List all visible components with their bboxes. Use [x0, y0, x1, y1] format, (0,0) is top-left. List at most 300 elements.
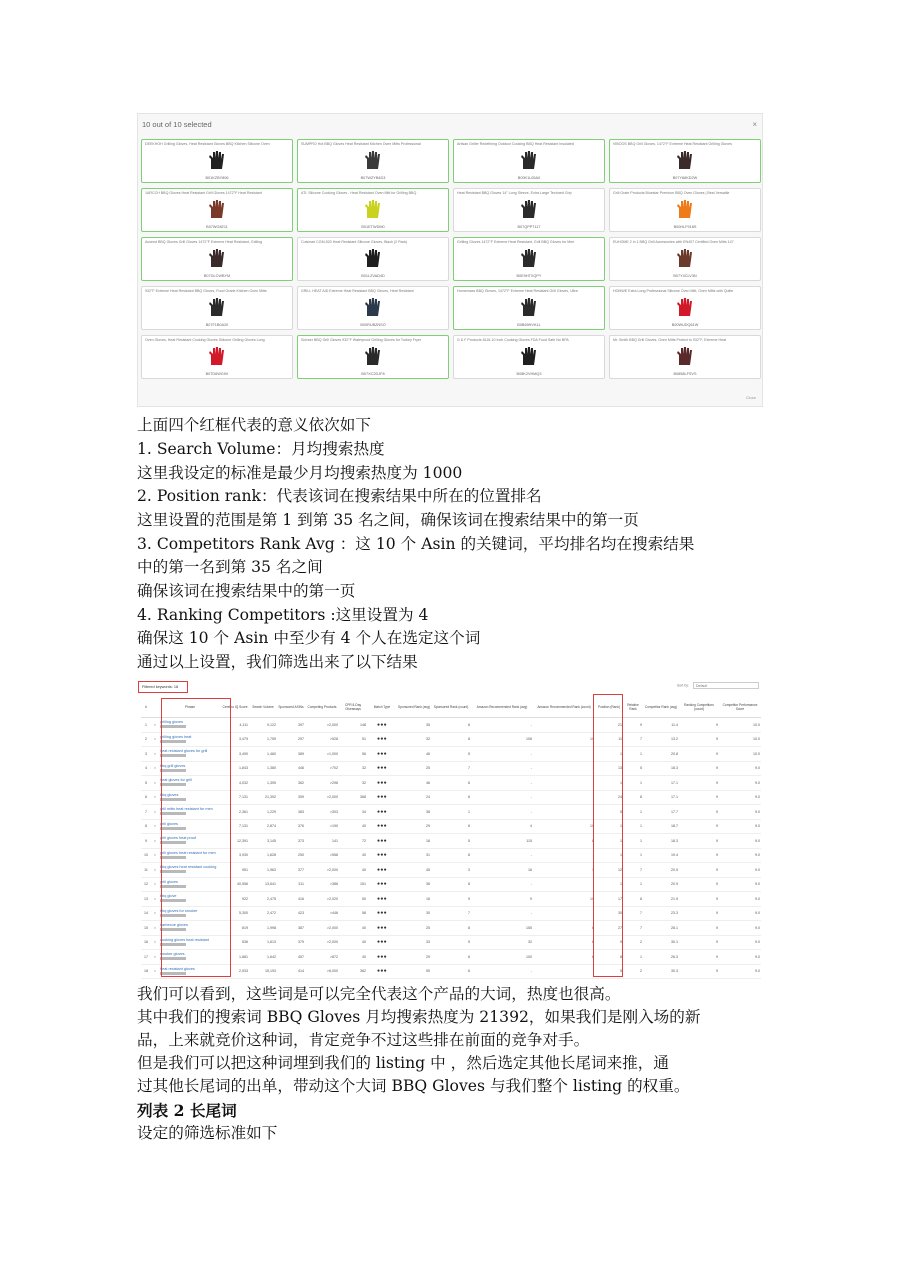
match-type-icon: ●●● — [377, 750, 387, 757]
keyword-table — [141, 697, 761, 979]
cell-cra: 18.3 — [643, 761, 679, 776]
row-checkbox[interactable]: ▪ — [151, 863, 159, 878]
cell-src: 7 — [431, 761, 471, 776]
cell-cp: >6,000 — [305, 964, 339, 979]
phrase-link[interactable]: barbecue gloves — [160, 923, 188, 928]
row-checkbox[interactable]: ▪ — [151, 848, 159, 863]
cell-pos: 1 — [595, 834, 623, 849]
column-header[interactable]: Sponsored ASINs — [277, 697, 305, 718]
cell-arc: - — [533, 805, 595, 820]
cell-asins: 362 — [277, 776, 305, 791]
cell-sv: 2,472 — [249, 906, 277, 921]
cell-cp: >702 — [305, 761, 339, 776]
cell-src: 8 — [431, 732, 471, 747]
product-asin[interactable]: B00HLF918S — [673, 225, 697, 229]
cell-cpr: 362 — [339, 964, 367, 979]
product-card[interactable] — [141, 237, 293, 281]
row-checkbox[interactable]: ▪ — [151, 935, 159, 950]
product-asin[interactable]: B01ETWDM0 — [361, 225, 385, 229]
table-row[interactable] — [141, 863, 761, 878]
match-type-icon: ●●● — [377, 924, 387, 931]
product-asin[interactable]: B00K1L05A0 — [517, 176, 541, 180]
cell-cra: 17.1 — [643, 776, 679, 791]
text-line: 设定的筛选标准如下 — [137, 1124, 278, 1142]
cell-iq: 3,930 — [221, 848, 249, 863]
text-line: 但是我们可以把这种词埋到我们的 listing 中 ，然后选定其他长尾词来推，通 — [137, 1054, 669, 1072]
product-card[interactable] — [609, 139, 761, 183]
cell-sv: 1,395 — [249, 776, 277, 791]
product-asin[interactable]: B0E9HTXQPY — [516, 274, 542, 278]
cell-cra: 19.4 — [643, 848, 679, 863]
row-checkbox[interactable]: ▪ — [151, 747, 159, 762]
cell-cp: >558 — [305, 848, 339, 863]
table-row[interactable] — [141, 848, 761, 863]
cell-asins: 416 — [277, 892, 305, 907]
cell-sv: 3,145 — [249, 834, 277, 849]
cell-rc: 9 — [679, 805, 719, 820]
column-header[interactable]: Search Volume — [249, 697, 277, 718]
cell-rel: 1 — [623, 747, 643, 762]
cell-ara: 100 — [471, 950, 533, 965]
column-header[interactable]: Ranking Competitors (count) — [679, 697, 719, 718]
text-line: 品，上来就竞价这种词，肯定竞争不过这些排在前面的竞争对手。 — [137, 1031, 590, 1049]
cell-n: 10 — [141, 848, 151, 863]
phrase-link[interactable]: cooking gloves heat resistant — [160, 937, 209, 942]
row-checkbox[interactable]: ▪ — [151, 834, 159, 849]
product-title: Acsend BBQ Gloves Grill Gloves 1472°F Extreme Heat Resistant, Grilling — [145, 240, 263, 244]
product-card[interactable] — [297, 237, 449, 281]
cell-asins: 387 — [277, 921, 305, 936]
product-card[interactable] — [141, 188, 293, 232]
match-type-icons — [367, 819, 397, 834]
phrase-link[interactable]: heat resistant gloves for grill — [160, 749, 208, 754]
product-asin[interactable]: B07XC2DJF8 — [361, 372, 385, 376]
table-row[interactable] — [141, 935, 761, 950]
row-checkbox[interactable]: ▪ — [151, 790, 159, 805]
glove-icon — [518, 149, 540, 171]
row-checkbox[interactable]: ▪ — [151, 950, 159, 965]
glove-icon — [362, 296, 384, 318]
cell-n: 6 — [141, 790, 151, 805]
phrase-link[interactable]: bbq gloves — [160, 792, 179, 797]
cell-rc: 9 — [679, 877, 719, 892]
text-line: 过其他长尾词的出单，带动这个大词 BBQ Gloves 与我们整个 listing 的权重。 — [137, 1077, 690, 1095]
column-header[interactable]: Phrase — [159, 697, 221, 718]
product-asin[interactable]: B07D6WG9X — [205, 372, 229, 376]
table-row[interactable] — [141, 834, 761, 849]
row-checkbox[interactable]: ▪ — [151, 906, 159, 921]
table-row[interactable] — [141, 906, 761, 921]
column-header[interactable] — [151, 697, 159, 718]
product-card[interactable] — [453, 286, 605, 330]
column-header[interactable]: Relative Rank — [623, 697, 643, 718]
cell-rc: 9 — [679, 935, 719, 950]
cell-pos: 12 — [595, 863, 623, 878]
cell-iq: 4,111 — [221, 718, 249, 733]
phrase-link[interactable]: grill mitts heat resistant for men — [160, 807, 213, 812]
cell-src: 8 — [431, 848, 471, 863]
product-title: VIBOOS BBQ Grill Gloves, 1472°F Extreme Heat Resistant Grilling Gloves — [613, 142, 732, 146]
cell-asins: 373 — [277, 834, 305, 849]
text-line: 1. Search Volume：月均搜索热度 — [137, 440, 385, 458]
cell-arc: - — [533, 877, 595, 892]
cell-rc: 9 — [679, 718, 719, 733]
phrase-link[interactable]: smoker gloves — [160, 952, 185, 957]
product-asin[interactable]: B00WUDQ61W — [671, 323, 699, 327]
cell-cra: 21.9 — [643, 892, 679, 907]
table-row[interactable] — [141, 819, 761, 834]
table-row[interactable] — [141, 776, 761, 791]
cell-ara: 9 — [471, 892, 533, 907]
product-asin[interactable]: B07WG8Z11 — [206, 225, 228, 229]
match-type-icons — [367, 863, 397, 878]
cell-asins: 389 — [277, 747, 305, 762]
product-asin[interactable]: B0B69HVK1L — [517, 323, 541, 327]
cell-n: 17 — [141, 950, 151, 965]
cell-cps: 9.0 — [719, 921, 761, 936]
cell-cp: >1,000 — [305, 747, 339, 762]
phrase-link[interactable]: bbq gloves for smoker — [160, 908, 198, 913]
row-checkbox[interactable]: ▪ — [151, 892, 159, 907]
cell-rel: 1 — [623, 805, 643, 820]
cell-cp: >2,000 — [305, 935, 339, 950]
product-card[interactable] — [453, 237, 605, 281]
table-row[interactable] — [141, 761, 761, 776]
cell-pos: 1 — [595, 877, 623, 892]
filtered-keywords-count: Filtered keywords: 18 — [138, 681, 188, 693]
cell-rc: 9 — [679, 790, 719, 805]
cell-cra: 23.3 — [643, 906, 679, 921]
match-type-icons — [367, 805, 397, 820]
match-type-icons — [367, 732, 397, 747]
table-row[interactable] — [141, 805, 761, 820]
cell-sv: 1,628 — [249, 848, 277, 863]
cell-rel: 7 — [623, 863, 643, 878]
cell-cra: 17.1 — [643, 790, 679, 805]
match-type-icons — [367, 892, 397, 907]
cell-arc: 8 — [533, 834, 595, 849]
product-asin[interactable]: B01LZVAD4D — [361, 274, 385, 278]
phrase-link[interactable]: bbq glove — [160, 894, 177, 899]
product-asin[interactable]: B00RUBZNSO — [360, 323, 386, 327]
phrase-link[interactable]: bbq grill gloves — [160, 763, 186, 768]
product-card[interactable] — [297, 139, 449, 183]
cell-rc: 9 — [679, 732, 719, 747]
cell-cpr: 32 — [339, 761, 367, 776]
cell-n: 8 — [141, 819, 151, 834]
cell-sra: 32 — [397, 732, 431, 747]
cell-src: 5 — [431, 834, 471, 849]
cell-iq: 12,391 — [221, 834, 249, 849]
cell-sra: 29 — [397, 819, 431, 834]
match-type-icon: ●●● — [377, 939, 387, 946]
cell-src: 8 — [431, 921, 471, 936]
cell-asins: 379 — [277, 935, 305, 950]
cell-iq: 5,300 — [221, 906, 249, 921]
cell-asins: 446 — [277, 761, 305, 776]
glove-icon — [206, 296, 228, 318]
product-card[interactable] — [141, 139, 293, 183]
phrase-link[interactable]: bbq gloves heat resistant cooking — [160, 865, 217, 870]
cell-arc: - — [533, 747, 595, 762]
column-header[interactable]: CPR 8-Day Giveaways — [339, 697, 367, 718]
cell-rc: 9 — [679, 921, 719, 936]
column-header[interactable]: Competing Products — [305, 697, 339, 718]
cell-cpr: 148 — [339, 718, 367, 733]
phrase-link[interactable]: heat gloves for grill — [160, 778, 192, 783]
cell-cpr: 34 — [339, 805, 367, 820]
cell-pos: 24 — [595, 790, 623, 805]
position-rank-column-highlight — [593, 694, 623, 977]
cell-cp: >2,000 — [305, 718, 339, 733]
product-asin[interactable]: B0858LFSVS — [673, 372, 697, 376]
product-card[interactable] — [297, 286, 449, 330]
cell-ara: 106 — [471, 732, 533, 747]
cell-sra: 25 — [397, 761, 431, 776]
cell-rel: 1 — [623, 776, 643, 791]
cell-cpr: 51 — [339, 732, 367, 747]
product-card[interactable] — [453, 335, 605, 379]
row-checkbox[interactable]: ▪ — [151, 805, 159, 820]
cell-sra: 18 — [397, 834, 431, 849]
product-asin[interactable]: B07F1B0A20 — [205, 323, 229, 327]
product-asin[interactable]: B07GLCWBYM — [203, 274, 231, 278]
cell-rc: 9 — [679, 834, 719, 849]
table-row[interactable] — [141, 964, 761, 979]
column-header[interactable]: Competitor Rank (avg) — [643, 697, 679, 718]
row-checkbox[interactable]: ▪ — [151, 761, 159, 776]
product-asin[interactable]: B07Y66KD2W — [672, 176, 698, 180]
product-asin[interactable]: B01KZBY806 — [205, 176, 229, 180]
product-card[interactable] — [609, 335, 761, 379]
cell-rel: 2 — [623, 935, 643, 950]
product-card[interactable] — [609, 237, 761, 281]
cell-rel: 2 — [623, 964, 643, 979]
cell-asins: 297 — [277, 732, 305, 747]
cell-sra: 46 — [397, 776, 431, 791]
cell-rel: 8 — [623, 790, 643, 805]
sort-select[interactable]: Default — [693, 682, 759, 689]
phrase-link[interactable]: grill gloves heat proof — [160, 836, 197, 841]
cell-src: 9 — [431, 892, 471, 907]
product-asin[interactable]: B07WZYB4D3 — [360, 176, 386, 180]
row-checkbox[interactable]: ▪ — [151, 964, 159, 979]
cell-cps: 9.0 — [719, 848, 761, 863]
cell-cp: >2,000 — [305, 863, 339, 878]
glove-icon — [206, 247, 228, 269]
match-type-icon: ●●● — [377, 736, 387, 743]
cell-src: 1 — [431, 805, 471, 820]
cell-cps: 9.0 — [719, 776, 761, 791]
cell-sra: 30 — [397, 906, 431, 921]
text-line: 这里我设定的标准是最少月均搜索热度为 1000 — [137, 464, 463, 482]
cell-rc: 9 — [679, 906, 719, 921]
cell-cra: 28.1 — [643, 921, 679, 936]
cell-cps: 10.0 — [719, 718, 761, 733]
cell-cpr: 40 — [339, 935, 367, 950]
cell-rel: 7 — [623, 906, 643, 921]
match-type-icon: ●●● — [377, 721, 387, 728]
table-row[interactable] — [141, 877, 761, 892]
cell-src: 6 — [431, 776, 471, 791]
cell-rel: 7 — [623, 921, 643, 936]
product-card[interactable] — [609, 188, 761, 232]
cell-n: 15 — [141, 921, 151, 936]
match-type-icon: ●●● — [377, 953, 387, 960]
selection-count — [138, 114, 762, 136]
row-checkbox[interactable]: ▪ — [151, 877, 159, 892]
text-line: 确保这 10 个 Asin 中至少有 4 个人在选定这个词 — [137, 629, 481, 647]
cell-sv: 13,641 — [249, 877, 277, 892]
phrase-link[interactable]: grilling gloves — [160, 720, 184, 725]
row-checkbox[interactable]: ▪ — [151, 819, 159, 834]
cell-cra: 17.7 — [643, 805, 679, 820]
cell-arc: 6 — [533, 950, 595, 965]
product-title: Schwer BBQ Grill Gloves 932°F Waterproof Grilling Gloves for Turkey Fryer — [301, 338, 422, 342]
product-grid — [141, 139, 761, 379]
match-type-icon: ●●● — [377, 895, 387, 902]
cell-sv: 1,613 — [249, 935, 277, 950]
match-type-icons — [367, 950, 397, 965]
text-line: 2. Position rank：代表该词在搜索结果中所在的位置排名 — [137, 487, 542, 505]
cell-cra: 20.9 — [643, 863, 679, 878]
row-checkbox[interactable]: ▪ — [151, 718, 159, 733]
cell-rc: 9 — [679, 776, 719, 791]
column-header[interactable]: Amazon Recommended Rank (avg) — [471, 697, 533, 718]
match-type-icon: ●●● — [377, 808, 387, 815]
cell-arc: 6 — [533, 921, 595, 936]
column-header[interactable]: Position (Rank) — [595, 697, 623, 718]
cell-pos: 8 — [595, 950, 623, 965]
cell-rel: 5 — [623, 761, 643, 776]
glove-icon — [518, 198, 540, 220]
sort-control — [677, 682, 759, 689]
close-icon[interactable]: × — [752, 120, 757, 129]
product-asin[interactable]: B07Y4CLV3N — [673, 274, 697, 278]
phrase-link[interactable]: grill gloves heat resistant for men — [160, 850, 216, 855]
cell-sra: 25 — [397, 921, 431, 936]
text-line: 3. Competitors Rank Avg ：这 10 个 Asin 的关键词，平均排名均在搜索结果 — [137, 535, 695, 553]
cell-sra: 36 — [397, 877, 431, 892]
match-type-icon: ●●● — [377, 779, 387, 786]
product-selection-screenshot — [137, 113, 763, 407]
product-card[interactable] — [453, 188, 605, 232]
column-header[interactable]: Amazon Recommended Rank (count) — [533, 697, 595, 718]
cell-cpr: 56 — [339, 747, 367, 762]
cell-asins: 359 — [277, 790, 305, 805]
cell-n: 13 — [141, 892, 151, 907]
phrase-link[interactable]: grilling gloves heat — [160, 734, 192, 739]
cell-pos: 30 — [595, 906, 623, 921]
phrase-link[interactable]: heat resistant gloves — [160, 966, 195, 971]
cell-pos: 5 — [595, 964, 623, 979]
table-row[interactable] — [141, 732, 761, 747]
cell-src: 6 — [431, 718, 471, 733]
close-button[interactable]: Close — [745, 395, 756, 400]
cell-sra: 46 — [397, 747, 431, 762]
column-header[interactable]: # — [141, 697, 151, 718]
column-header[interactable]: Competitor Performance Score — [719, 697, 761, 718]
cell-cpr: 40 — [339, 950, 367, 965]
cell-n: 4 — [141, 761, 151, 776]
table-header-row — [141, 697, 761, 718]
phrase-link[interactable]: grill gloves — [160, 821, 178, 826]
product-asin[interactable]: B07QPP7117 — [517, 225, 541, 229]
table-row[interactable] — [141, 950, 761, 965]
cell-iq: 7,131 — [221, 819, 249, 834]
table-row[interactable] — [141, 921, 761, 936]
cell-ara: - — [471, 747, 533, 762]
cell-asins: 311 — [277, 877, 305, 892]
row-checkbox[interactable]: ▪ — [151, 732, 159, 747]
cell-src: 8 — [431, 877, 471, 892]
cell-arc: 1 — [533, 863, 595, 878]
product-title: Cuisinart CGM-520 Heat Resistant Silicone Gloves, Black (2 Pack) — [301, 240, 408, 244]
cell-cps: 9.0 — [719, 964, 761, 979]
cell-sv: 2,874 — [249, 819, 277, 834]
row-checkbox[interactable]: ▪ — [151, 921, 159, 936]
table-row[interactable] — [141, 747, 761, 762]
cell-iq: 1,843 — [221, 761, 249, 776]
cell-iq: 1,881 — [221, 950, 249, 965]
glove-icon — [518, 345, 540, 367]
product-card[interactable] — [453, 139, 605, 183]
match-type-icon: ●●● — [377, 765, 387, 772]
glove-icon — [674, 345, 696, 367]
cell-pos: 21 — [595, 718, 623, 733]
product-asin[interactable]: B08K2VHMQ3 — [516, 372, 542, 376]
cell-n: 5 — [141, 776, 151, 791]
column-header[interactable]: Sponsored Rank (avg) — [397, 697, 431, 718]
cell-cps: 10.0 — [719, 747, 761, 762]
cell-cps: 9.0 — [719, 805, 761, 820]
product-title: EUHOME 2 in 1 BBQ Grill Accessories with EN407 Certified Oven Mitts 147 — [613, 240, 734, 244]
glove-icon — [674, 247, 696, 269]
product-title: Grilling Gloves 1472°F Extreme Heat Resistant, Grill BBQ Gloves for Men — [457, 240, 575, 244]
table-row[interactable] — [141, 718, 761, 733]
cell-sra: 24 — [397, 790, 431, 805]
table-row[interactable] — [141, 892, 761, 907]
product-card[interactable] — [141, 286, 293, 330]
product-title: Mr. Smith BBQ Grill Gloves, Oven Mitts Protect to 932°F, Extreme Heat — [613, 338, 727, 342]
cell-n: 3 — [141, 747, 151, 762]
product-card[interactable] — [609, 286, 761, 330]
product-card[interactable] — [297, 188, 449, 232]
cell-rc: 9 — [679, 819, 719, 834]
product-card[interactable] — [141, 335, 293, 379]
column-header[interactable]: Cerebro IQ Score — [221, 697, 249, 718]
cell-n: 11 — [141, 863, 151, 878]
cell-sra: 31 — [397, 848, 431, 863]
row-checkbox[interactable]: ▪ — [151, 776, 159, 791]
product-card[interactable] — [297, 335, 449, 379]
cell-cp: >528 — [305, 732, 339, 747]
cell-src: 3 — [431, 863, 471, 878]
column-header[interactable]: Sponsored Rank (count) — [431, 697, 471, 718]
cell-cpr: 40 — [339, 848, 367, 863]
cell-cps: 9.0 — [719, 863, 761, 878]
cell-asins: 414 — [277, 964, 305, 979]
phrase-link[interactable]: grill gloves — [160, 879, 178, 884]
section-heading: 列表 2 长尾词 — [137, 1101, 237, 1120]
glove-icon — [362, 345, 384, 367]
cell-iq: 3,479 — [221, 732, 249, 747]
cell-rel: 1 — [623, 834, 643, 849]
column-header[interactable]: Match Type — [367, 697, 397, 718]
cell-n: 12 — [141, 877, 151, 892]
cell-n: 18 — [141, 964, 151, 979]
table-row[interactable] — [141, 790, 761, 805]
